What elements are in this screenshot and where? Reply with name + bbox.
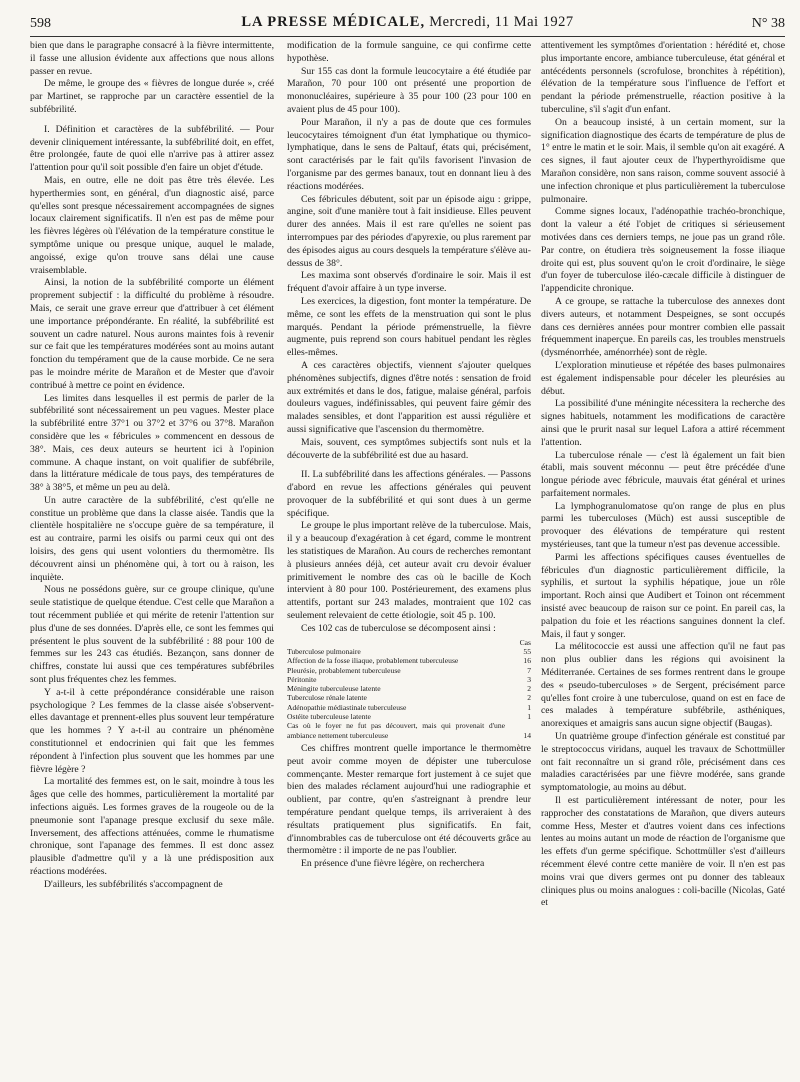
table-row-label: Ostéite tuberculeuse latente xyxy=(287,712,371,722)
journal-name: LA PRESSE MÉDICALE, xyxy=(241,14,426,30)
column-right xyxy=(541,40,785,910)
paragraph: Ces chiffres montrent quelle importance le thermomètre peut avoir comme moyen de dépister une tuberculose commençante. Mester remarque fort justement à ce sujet que bien des malades réclament aujourd'hui une radiographie et oublient, par contre, qu'en s'astreignant à prendre leur température pendant quelque temps, ils arriveraient à des résultats pratiquement plus significatifs. En fait, d'innombrables cas de tuberculose ont été découverts grâce au thermomètre : il importe de ne pas l'oublier. xyxy=(287,742,531,857)
issue-number: N° 38 xyxy=(751,16,785,31)
table-row xyxy=(287,721,531,740)
paragraph: Sur 155 cas dont la formule leucocytaire a été étudiée par Marañon, 70 pour 100 ont présenté une proportion de mononucléaires, supérieure à 35 pour 100 (23 pour 100 en avaient plus de 45 pour 100). xyxy=(287,65,531,115)
paragraph: De même, le groupe des « fièvres de longue durée », créé par Martinet, se rapproche par un caractère essentiel de la subfébrilité. xyxy=(30,78,274,115)
section-heading-paragraph: I. Définition et caractères de la subfébrilité. — Pour devenir cliniquement intéressante, la subfébrilité doit, en effet, être prolongée, faute de quoi elle n'arrive pas à attirer assez l'attention pour qu'il soit possible d'en faire un objet d'étude. xyxy=(30,123,274,174)
paragraph: L'exploration minutieuse et répétée des bases pulmonaires est également indispensable pour déceler les pleurésies au début. xyxy=(541,359,785,397)
table-row xyxy=(287,666,531,675)
table-row xyxy=(287,675,531,684)
section-heading-paragraph: II. La subfébrilité dans les affections générales. — Passons d'abord en revue les affections générales qui peuvent provoquer de la subfébrilité et qui sont dues à un germe spécifique. xyxy=(287,469,531,519)
page-header xyxy=(30,10,785,36)
paragraph: La lymphogranulomatose qu'on range de plus en plus parmi les tuberculoses (Müch) est aussi susceptible de provoquer des élévations de température qui restent mystérieuses, tant que la tumeur n'est pas devenue accessible. xyxy=(541,500,785,551)
table-row-value: 1 xyxy=(527,702,531,712)
paragraph: attentivement les symptômes d'orientation : hérédité et, chose plus importante encore, ambiance tuberculeuse, état général et antécédents personnels (scrofulose, bronchites à répétition), élévation de la température sous l'influence de l'effort et pendant la période prémenstruelle, réaction positive à la tuberculine, s'il s'agit d'un enfant. xyxy=(541,40,785,115)
table-row-label: Adénopathie médiastinale tuberculeuse xyxy=(287,702,407,712)
header-rule xyxy=(30,36,785,37)
table-row-value: 16 xyxy=(523,656,531,666)
column-middle xyxy=(287,40,531,871)
table-row xyxy=(287,703,531,712)
paragraph: Les maxima sont observés d'ordinaire le soir. Mais il est fréquent d'avoir affaire à un type inverse. xyxy=(287,270,531,295)
table-row xyxy=(287,656,531,665)
paragraph: La mortalité des femmes est, on le sait, moindre à tous les âges que celle des hommes, particulièrement la mortalité par infections aiguës. Les formes graves de la rougeole ou de la pneumonie sont l'apanage presque exclusif du sexe mâle. Inversement, des affections atténuées, comme le rhumatisme chronique, sont l'apanage des femmes. Il est donc assez plausible d'admettre qu'il y a là une prédisposition aux réactions modérées. xyxy=(30,776,274,877)
table-row xyxy=(287,693,531,702)
paragraph: bien que dans le paragraphe consacré à la fièvre intermittente, il fasse une allusion évidente aux affections que nous allons passer en revue. xyxy=(30,40,274,77)
paragraph: A ces caractères objectifs, viennent s'ajouter quelques phénomènes subjectifs, dignes d'être notés : sensation de froid aux extrémités et dans le dos, fatigue, malaise général, parfois douleurs vagues, indéfinissables, qui peuvent faire gémir des malades sensibles, et dont l'apparition est aussi régulière et aussi significative que l'ascension du thermomètre. xyxy=(287,359,531,435)
table-row-value: 2 xyxy=(527,684,531,694)
table-row-value: 14 xyxy=(523,730,531,740)
tuberculosis-cases-table xyxy=(287,638,531,740)
table-row-value: 7 xyxy=(527,665,531,675)
paragraph: Nous ne possédons guère, sur ce groupe clinique, qu'une seule statistique de quelque étendue. C'est celle que Marañon a tout récemment publiée et qui mérite de retenir l'attention sur plus d'une de ses données. D'après elle, ce sont les femmes qui présentent le plus souvent de la subfébrilité : 88 pour 100 de femmes sur les 243 cas étudiés. Bezançon, sans donner de chiffres, constate lui aussi que ces températures subfébriles sont plus fréquentes chez les femmes. xyxy=(30,584,274,686)
paragraph: La mélitococcie est aussi une affection qu'il ne faut pas non plus oublier dans les régions qui avoisinent la Méditerranée. Certaines de ses formes rentrent dans le groupe des « pseudo-tuberculoses » de Sergent, précisément parce qu'elles font croire à une tuberculose, quand on est en face de ces malades à température subfébrile, asthéniques, anorexiques et amaigris sans aucun signe objectif (Baugas). xyxy=(541,641,785,730)
table-header-cas: Cas xyxy=(519,637,531,647)
page-number: 598 xyxy=(30,16,51,31)
table-row-value: 3 xyxy=(527,674,531,684)
paragraph: D'ailleurs, les subfébrilités s'accompagnent de xyxy=(44,878,223,890)
paragraph: Y a-t-il à cette prépondérance considérable une raison psychologique ? Les femmes de la classe aisée s'observent-elles davantage et prennent-elles plus souvent leur température que les hommes ? Y a-t-il au contraire un phénomène constitutionnel et endocrinien qui fait que les femmes répondent à l'infection plus souvent que les hommes par une fièvre légère ? xyxy=(30,686,274,775)
paragraph: Ces 102 cas de tuberculose se décomposent ainsi : xyxy=(301,622,496,634)
paragraph: La tuberculose rénale — c'est là également un fait bien établi, mais souvent méconnu — peut être précédée d'une longue période avec fébricule, mauvais état général et urines parfaitement normales. xyxy=(541,449,785,499)
running-title xyxy=(30,14,785,31)
paragraph: Comme signes locaux, l'adénopathie trachéo-bronchique, dont la valeur a été l'objet de critiques si sérieusement motivées dans ces derniers temps, ne joue pas un grand rôle. Par contre, on étudiera très soigneusement la fosse iliaque droite qui est, plus souvent qu'on le croit d'ordinaire, le siège d'un foyer de tuberculose iléo-cæcale difficile à distinguer de l'appendicite chronique. xyxy=(541,206,785,295)
table-row-label: Tuberculose rénale latente xyxy=(287,693,367,703)
column-left xyxy=(30,40,274,892)
paragraph: Les limites dans lesquelles il est permis de parler de la subfébrilité sont nécessairement un peu vagues. Mester place la subfébrilité entre 37°1 ou 37°2 et 37°6 ou 37°8. Marañon considère que les « fébricules » commencent en dessous de 38°. Mais, ces deux auteurs se heurtent ici à l'opinion commune. A chaque instant, on voit qualifier de subfébrile, dans la littérature médicale de tous pays, des températures de 38° à 38°5, et même un peu au delà. xyxy=(30,392,274,494)
paragraph: Un quatrième groupe d'infection générale est constitué par le streptococcus viridans, auquel les travaux de Schottmüller ont fait reconnaître un si grand rôle, précisément dans ces maladies caractérisées par une fièvre modérée, sans grande symptomatologie, au moins au début. xyxy=(541,731,785,794)
table-row-label: Pleurésie, probablement tuberculeuse xyxy=(287,665,401,675)
paragraph: En présence d'une fièvre légère, on recherchera xyxy=(301,858,485,870)
paragraph: Un autre caractère de la subfébrilité, c'est qu'elle ne constitue un problème que dans la classe aisée. Tandis que la clientèle hospitalière ne s'occupe guère de sa température, il est au contraire, parmi les oisifs ou parmi ceux qui ont des loisirs, des gens qui usent volontiers du thermomètre. Ils découvrent ainsi un phénomène qui, à tort ou à raison, les inquiète. xyxy=(30,494,274,583)
table-row-value: 1 xyxy=(527,712,531,722)
paragraph: Pour Marañon, il n'y a pas de doute que ces formules leucocytaires témoignent d'un état lymphatique ou thymico-lymphatique, dans le sens de Paltauf, états qui, précisément, sont caractérisés par le fait qu'ils favorisent l'invasion de l'organisme par des germes banaux, tout en donnant lieu à des réactions modérées. xyxy=(287,116,531,192)
table-row xyxy=(287,647,531,656)
table-row-label: Péritonite xyxy=(287,674,317,684)
paragraph: Il est particulièrement intéressant de noter, pour les rapprocher des constatations de Marañon, que divers auteurs comme Hess, Mester et d'autres voient dans ces infections lentes au moins autant un mode de réaction de l'organisme que les effets d'un germe spécifique. Schottmüller s'est d'ailleurs récemment élevé contre cette manière de voir. Il n'en est pas moins vrai que divers germes ont pu donner des tableaux cliniques plus ou moins analogues : coli-bacille (Nicolas, Gaté et xyxy=(541,795,785,909)
table-row-value: 55 xyxy=(523,646,531,656)
paragraph: modification de la formule sanguine, ce qui confirme cette hypothèse. xyxy=(287,40,531,64)
table-row xyxy=(287,712,531,721)
paragraph: Parmi les affections spécifiques causes éventuelles de fébricules d'un diagnostic particulièrement difficile, la syphilis, et surtout la syphilis hépatique, joue un rôle important. Roch ainsi que Audibert et Toinon ont récemment insisté avec beaucoup de raison sur ce point. En pareil cas, la palpation du foie et les réactions sanguines donnent la clef. Mais, il faut y songer. xyxy=(541,551,785,640)
paragraph: Ces fébricules débutent, soit par un épisode aigu : grippe, angine, soit d'une manière tout à fait insidieuse. Elles peuvent durer des années. Mais il est rare qu'elles ne soient pas interrompues par des périodes d'apyrexie, ou plus rarement par des épisodes aigus au cours desquels la température s'élève au-dessus de 38°. xyxy=(287,193,531,269)
paragraph: Les exercices, la digestion, font monter la température. De même, ce sont les effets de la menstruation qui sont le plus marqués. Pendant la période prémenstruelle, la fièvre augmente, puis reprend son cours habituel pendant les règles elles-mêmes. xyxy=(287,295,531,359)
table-row-label: Cas où le foyer ne fut pas découvert, mais qui provenait d'une ambiance nettement tuberculeuse xyxy=(287,721,505,740)
table-row-label: Tuberculose pulmonaire xyxy=(287,646,361,656)
paragraph: On a beaucoup insisté, à un certain moment, sur la signification diagnostique des écarts de température de plus de 1° entre le matin et le soir. Mais, il semble qu'on ait exagéré. A ces signes, il faut ajouter ceux de l'hyperthyroïdisme que Marañon considère, non sans raison, comme souvent associé à une infection chronique et plus particulièrement la tuberculose pulmonaire. xyxy=(541,116,785,205)
table-row-label: Affection de la fosse iliaque, probablement tuberculeuse xyxy=(287,656,459,666)
paragraph: A ce groupe, se rattache la tuberculose des annexes dont divers auteurs, et notamment Despeignes, se sont occupés dans ces dernières années pour montrer combien elle passait fréquemment inaperçue. En pareils cas, les troubles menstruels (dysménorrhée, aménorrhée) sont de règle. xyxy=(541,295,785,359)
paragraph: Mais, en outre, elle ne doit pas être très élevée. Les hyperthermies sont, en général, d'un diagnostic aisé, parce qu'elles sont presque nécessairement accompagnées de signes locaux clairement significatifs. Il n'en est pas de même pour les fièvres légères où l'élévation de la température constitue le symptôme unique ou presque unique, auquel le malade, angoissé, exige qu'on trouve sans délai une cause vraisemblable. xyxy=(30,174,274,276)
table-row-label: Méningite tuberculeuse latente xyxy=(287,684,381,694)
issue-date: Mercredi, 11 Mai 1927 xyxy=(429,14,574,30)
paragraph: Mais, souvent, ces symptômes subjectifs sont nuls et la découverte de la subfébrilité est due au hasard. xyxy=(287,436,531,461)
paragraph: Le groupe le plus important relève de la tuberculose. Mais, il y a beaucoup d'exagération à cet égard, comme le montrent les statistiques de Marañon. Au cours de recherches remontant à plusieurs années déjà, cet auteur avait cru devoir évaluer primitivement le nombre des cas où le bacille de Koch intervient à 80 pour 100. Postérieurement, des examens plus attentifs, portant sur 243 malades, montraient que 102 cas seulement relevaient de cette étiologie, soit 45 p. 100. xyxy=(287,520,531,622)
table-header-row xyxy=(287,638,531,647)
table-row-value: 2 xyxy=(527,693,531,703)
paragraph: Ainsi, la notion de la subfébrilité comporte un élément proprement subjectif : la difficulté du problème à résoudre. Mais, ce serait une grave erreur que d'attribuer à cet élément une importance prépondérante. En réalité, la subfébrilité est souvent un cadre naturel. Nous aurons maintes fois à revenir sur ce fait que les températures modérées sont au moins autant fonction du tempérament que de la cause morbide. Ce ne sera pas le moindre mérite de Marañon et de Mester que d'avoir contribué à mettre ce point en évidence. xyxy=(30,277,274,391)
paragraph: La possibilité d'une méningite nécessitera la recherche des signes habituels, notamment les modifications de caractère ainsi que le prurit nasal sur lequel Lafora a attiré récemment l'attention. xyxy=(541,398,785,448)
table-row xyxy=(287,684,531,693)
